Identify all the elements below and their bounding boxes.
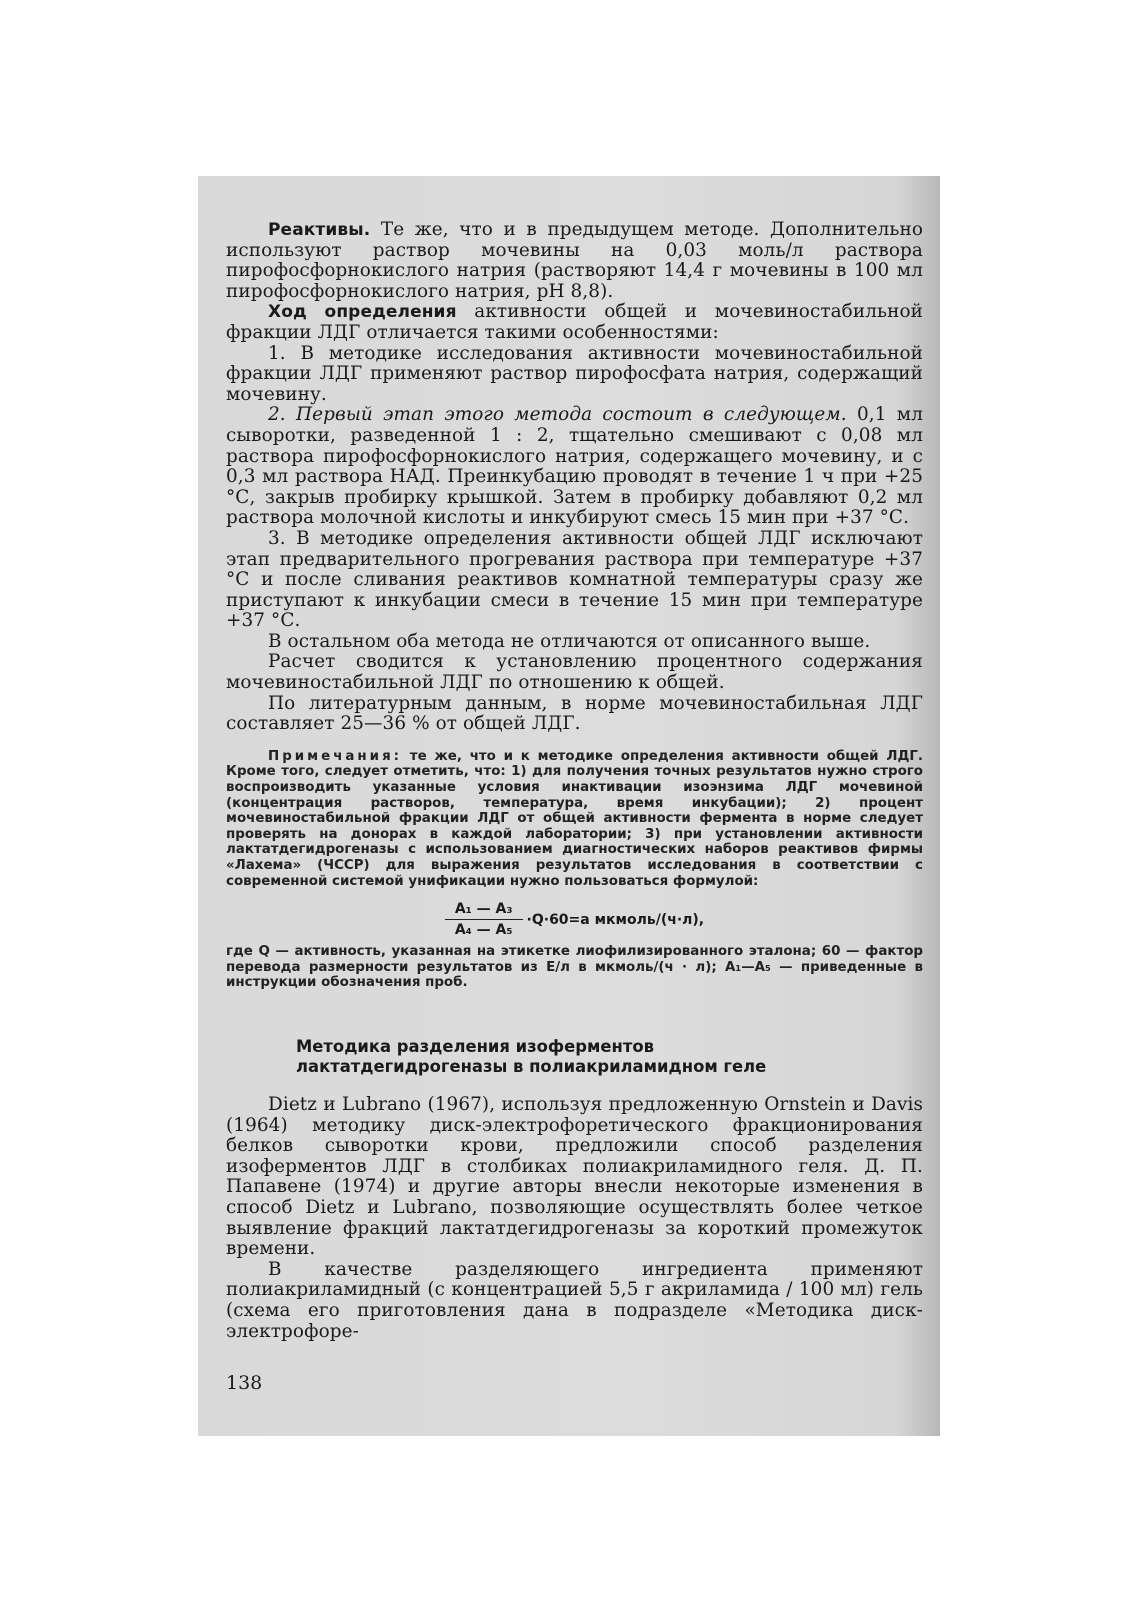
page-number: 138 [226,1372,263,1394]
paragraph-text: 0,1 мл сыворотки, разведенной 1 : 2, тщательно смешивают с 0,08 мл раствора пирофосфорнокислого натрия, содержащего мочевину, и с 0,3 мл раствора НАД. Преинкубацию проводят в течение 1 ч при +25 °С, закрыв пробирку крышкой. Затем в пробирку добавляют 0,2 мл раствора молочной кислоты и инкубируют смесь 15 мин при +37 °С. [226,404,923,529]
formula-rest: ·Q·60=a мкмоль/(ч·л), [526,911,705,928]
formula [226,901,923,938]
page-text [226,220,923,1342]
paragraph-item-3: 3. В методике определения активности общей ЛДГ исключают этап предварительного прогревания раствора при температуре +37 °С и после сливания реактивов комнатной температуры сразу же приступают к инкубации смеси в течение 15 мин при температуре +37 °С. [226,527,923,632]
formula-fraction [445,901,523,938]
formula-denominator: A₄ — A₅ [454,922,513,939]
paragraph-dietz: Dietz и Lubrano (1967), используя предложенную Ornstein и Davis (1964) методику диск-электрофоретического фракционирования белков сыворотки крови, предложили способ разделения изоферментов ЛДГ в столбиках полиакриламидного геля. Д. П. Папавене (1974) и другие авторы внесли некоторые изменения в способ Dietz и Lubrano, позволяющие осуществлять более четкое выявление фракций лактатдегидрогеназы за короткий промежуток времени. [226,1093,923,1260]
paragraph-separating: В качестве разделяющего ингредиента применяют полиакриламидный (с концентрацией 5,5 г акриламида / 100 мл) гель (схема его приготовления дана в подразделе «Методика диск-электрофоре- [226,1258,923,1342]
paragraph-rest: В остальном оба метода не отличаются от описанного выше. [268,630,871,652]
section-title-line-1: Методика разделения изоферментов [296,1036,654,1056]
scanned-page [198,176,940,1436]
section-title-line-2: лактатдегидрогеназы в полиакриламидном геле [296,1056,767,1076]
formula-legend: где Q — активность, указанная на этикетке лиофилизированного эталона; 60 — фактор перевода размерности результатов из Е/л в мкмоль/(ч · л); A₁—A₅ — приведенные в инструкции обозначения проб. [226,944,923,991]
section-title [296,1037,923,1077]
paragraph-text: Те же, что и в предыдущем методе. Дополнительно используют раствор мочевины на 0,03 моль/л раствора пирофосфорнокислого натрия (растворяют 14,4 г мочевины в 100 мл пирофосфорнокислого натрия, pH 8,8). [226,219,923,302]
item-2-italic: 2. Первый этап этого метода состоит в следующем. [268,404,847,426]
paragraph-item-1: 1. В методике исследования активности мочевиностабильной фракции ЛДГ применяют раствор пирофосфата натрия, содержащий мочевину. [226,342,923,405]
paragraph-reagents [226,220,923,302]
notes-label: Примечания: [268,748,403,764]
lead-procedure: Ход определения [268,302,457,323]
paragraph-text: активности общей и мочевиностабильной фракции ЛДГ отличается такими особенностями: [226,301,923,343]
paragraph-procedure [226,302,923,343]
formula-numerator: A₁ — A₃ [445,901,523,920]
lead-reagents: Реактивы. [268,220,371,240]
paragraph-item-2 [226,405,923,529]
paragraph-calculation: Расчет сводится к установлению процентного содержания мочевиностабильной ЛДГ по отношению к общей. [226,651,923,694]
notes-text: те же, что и к методике определения активности общей ЛДГ. Кроме того, следует отметить, что: 1) для получения точных результатов нужно строго воспроизводить указанные условия инактивации изоэнзима ЛДГ мочевиной (концентрация растворов, температура, время инкубации); 2) процент мочевиностабильной фракции ЛДГ от общей активности фермента в норме следует проверять на донорах в каждой лаборатории; 3) при установлении активности лактатдегидрогеназы с использованием диагностических наборов реактивов фирмы «Лахема» (ЧССР) для выражения результатов исследования в соответствии с современной системой унификации нужно пользоваться формулой: [226,748,923,889]
paragraph-norm: По литературным данным, в норме мочевиностабильная ЛДГ составляет 25—36 % от общей ЛДГ. [226,692,923,735]
notes-block [226,749,923,889]
